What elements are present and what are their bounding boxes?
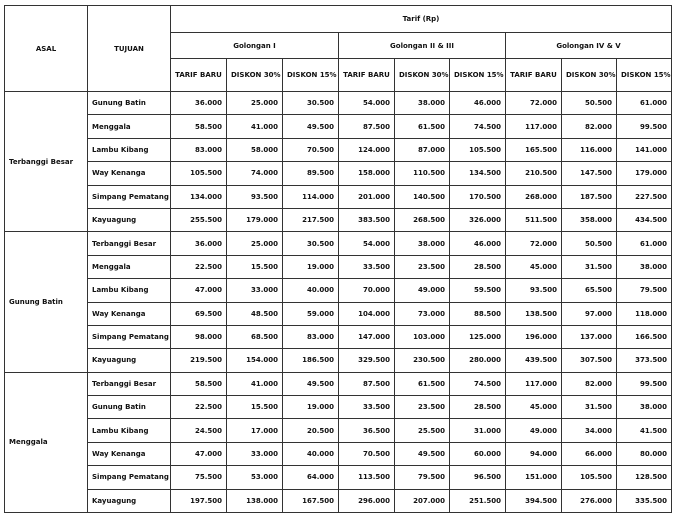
tariff-value-cell: 45.000	[506, 396, 562, 419]
tariff-value-cell: 33.500	[339, 396, 395, 419]
tariff-value-cell: 74.000	[227, 162, 283, 185]
tariff-value-cell: 217.500	[283, 208, 339, 231]
tariff-value-cell: 87.000	[395, 138, 450, 161]
tariff-value-cell: 394.500	[506, 489, 562, 512]
tariff-value-cell: 227.500	[617, 185, 672, 208]
tariff-value-cell: 34.000	[562, 419, 617, 442]
tariff-value-cell: 79.500	[617, 279, 672, 302]
tariff-value-cell: 210.500	[506, 162, 562, 185]
tariff-value-cell: 196.000	[506, 325, 562, 348]
tariff-value-cell: 96.500	[450, 466, 506, 489]
tariff-value-cell: 23.500	[395, 396, 450, 419]
table-row	[5, 255, 672, 278]
tariff-value-cell: 69.500	[171, 302, 227, 325]
tariff-value-cell: 117.000	[506, 372, 562, 395]
tariff-value-cell: 147.500	[562, 162, 617, 185]
table-row	[5, 185, 672, 208]
tariff-value-cell: 83.000	[171, 138, 227, 161]
tariff-value-cell: 335.500	[617, 489, 672, 512]
tariff-value-cell: 28.500	[450, 396, 506, 419]
tariff-value-cell: 38.000	[617, 396, 672, 419]
tariff-value-cell: 31.500	[562, 255, 617, 278]
tariff-value-cell: 94.000	[506, 442, 562, 465]
tariff-value-cell: 31.000	[450, 419, 506, 442]
tariff-value-cell: 59.500	[450, 279, 506, 302]
subheader-tarif-baru: TARIF BARU	[339, 59, 395, 92]
tariff-value-cell: 72.000	[506, 232, 562, 255]
destination-cell: Kayuagung	[88, 208, 171, 231]
tariff-value-cell: 25.000	[227, 92, 283, 115]
tariff-value-cell: 25.000	[227, 232, 283, 255]
tariff-value-cell: 511.500	[506, 208, 562, 231]
tariff-value-cell: 230.500	[395, 349, 450, 372]
tariff-value-cell: 45.000	[506, 255, 562, 278]
tariff-value-cell: 329.500	[339, 349, 395, 372]
tariff-value-cell: 49.000	[395, 279, 450, 302]
tariff-value-cell: 22.500	[171, 396, 227, 419]
tariff-value-cell: 61.000	[617, 232, 672, 255]
tariff-value-cell: 15.500	[227, 255, 283, 278]
tariff-value-cell: 41.500	[617, 419, 672, 442]
tariff-value-cell: 49.500	[283, 115, 339, 138]
table-row	[5, 302, 672, 325]
destination-cell: Simpang Pematang	[88, 185, 171, 208]
destination-cell: Gunung Batin	[88, 396, 171, 419]
tariff-value-cell: 79.500	[395, 466, 450, 489]
tariff-value-cell: 28.500	[450, 255, 506, 278]
tariff-value-cell: 276.000	[562, 489, 617, 512]
subheader-diskon-15: DISKON 15%	[617, 59, 672, 92]
table-row	[5, 442, 672, 465]
tariff-value-cell: 307.500	[562, 349, 617, 372]
tariff-value-cell: 154.000	[227, 349, 283, 372]
tariff-value-cell: 128.500	[617, 466, 672, 489]
tariff-value-cell: 15.500	[227, 396, 283, 419]
tariff-value-cell: 61.000	[617, 92, 672, 115]
origin-cell: Terbanggi Besar	[5, 92, 88, 232]
destination-cell: Kayuagung	[88, 349, 171, 372]
tariff-value-cell: 30.500	[283, 92, 339, 115]
tariff-value-cell: 50.500	[562, 232, 617, 255]
tariff-value-cell: 19.000	[283, 396, 339, 419]
origin-cell: Gunung Batin	[5, 232, 88, 372]
header-golongan-2-3: Golongan II & III	[339, 33, 506, 59]
tariff-value-cell: 73.000	[395, 302, 450, 325]
tariff-value-cell: 65.500	[562, 279, 617, 302]
table-row	[5, 162, 672, 185]
origin-cell: Menggala	[5, 372, 88, 512]
tariff-value-cell: 36.500	[339, 419, 395, 442]
destination-cell: Terbanggi Besar	[88, 372, 171, 395]
tariff-value-cell: 46.000	[450, 92, 506, 115]
tariff-value-cell: 219.500	[171, 349, 227, 372]
tariff-value-cell: 93.500	[506, 279, 562, 302]
tariff-value-cell: 439.500	[506, 349, 562, 372]
tariff-value-cell: 33.500	[339, 255, 395, 278]
destination-cell: Lambu Kibang	[88, 279, 171, 302]
tariff-value-cell: 58.000	[227, 138, 283, 161]
table-row	[5, 232, 672, 255]
destination-cell: Menggala	[88, 255, 171, 278]
tariff-value-cell: 197.500	[171, 489, 227, 512]
subheader-diskon-30: DISKON 30%	[227, 59, 283, 92]
tariff-value-cell: 138.500	[506, 302, 562, 325]
tariff-value-cell: 70.000	[339, 279, 395, 302]
tariff-value-cell: 110.500	[395, 162, 450, 185]
tariff-value-cell: 20.500	[283, 419, 339, 442]
tariff-value-cell: 118.000	[617, 302, 672, 325]
tariff-table	[4, 5, 672, 513]
tariff-value-cell: 41.000	[227, 115, 283, 138]
tariff-value-cell: 41.000	[227, 372, 283, 395]
tariff-table-body	[5, 92, 672, 513]
tariff-value-cell: 17.000	[227, 419, 283, 442]
tariff-value-cell: 83.000	[283, 325, 339, 348]
tariff-value-cell: 60.000	[450, 442, 506, 465]
tariff-value-cell: 38.000	[395, 232, 450, 255]
tariff-value-cell: 165.500	[506, 138, 562, 161]
tariff-value-cell: 33.000	[227, 279, 283, 302]
tariff-value-cell: 53.000	[227, 466, 283, 489]
table-row	[5, 466, 672, 489]
table-row	[5, 419, 672, 442]
tariff-value-cell: 54.000	[339, 232, 395, 255]
tariff-value-cell: 61.500	[395, 372, 450, 395]
tariff-value-cell: 138.000	[227, 489, 283, 512]
tariff-value-cell: 104.000	[339, 302, 395, 325]
tariff-value-cell: 36.000	[171, 232, 227, 255]
tariff-value-cell: 358.000	[562, 208, 617, 231]
tariff-value-cell: 87.500	[339, 372, 395, 395]
destination-cell: Lambu Kibang	[88, 138, 171, 161]
table-row	[5, 115, 672, 138]
tariff-value-cell: 93.500	[227, 185, 283, 208]
tariff-value-cell: 268.500	[395, 208, 450, 231]
tariff-value-cell: 82.000	[562, 115, 617, 138]
header-tujuan: TUJUAN	[88, 6, 171, 92]
tariff-value-cell: 61.500	[395, 115, 450, 138]
tariff-value-cell: 179.000	[617, 162, 672, 185]
subheader-diskon-15: DISKON 15%	[283, 59, 339, 92]
tariff-value-cell: 134.000	[171, 185, 227, 208]
tariff-value-cell: 74.500	[450, 372, 506, 395]
tariff-value-cell: 59.000	[283, 302, 339, 325]
table-row	[5, 138, 672, 161]
destination-cell: Simpang Pematang	[88, 466, 171, 489]
tariff-value-cell: 141.000	[617, 138, 672, 161]
tariff-value-cell: 147.000	[339, 325, 395, 348]
tariff-value-cell: 75.500	[171, 466, 227, 489]
destination-cell: Kayuagung	[88, 489, 171, 512]
subheader-diskon-30: DISKON 30%	[562, 59, 617, 92]
subheader-tarif-baru: TARIF BARU	[506, 59, 562, 92]
tariff-value-cell: 117.000	[506, 115, 562, 138]
tariff-value-cell: 103.000	[395, 325, 450, 348]
tariff-value-cell: 74.500	[450, 115, 506, 138]
tariff-value-cell: 38.000	[617, 255, 672, 278]
tariff-value-cell: 255.500	[171, 208, 227, 231]
tariff-value-cell: 54.000	[339, 92, 395, 115]
destination-cell: Simpang Pematang	[88, 325, 171, 348]
destination-cell: Way Kenanga	[88, 162, 171, 185]
tariff-value-cell: 30.500	[283, 232, 339, 255]
subheader-diskon-15: DISKON 15%	[450, 59, 506, 92]
destination-cell: Gunung Batin	[88, 92, 171, 115]
header-tarif: Tarif (Rp)	[171, 6, 672, 33]
tariff-value-cell: 25.500	[395, 419, 450, 442]
tariff-value-cell: 251.500	[450, 489, 506, 512]
tariff-value-cell: 72.000	[506, 92, 562, 115]
tariff-value-cell: 68.500	[227, 325, 283, 348]
tariff-value-cell: 24.500	[171, 419, 227, 442]
tariff-value-cell: 125.000	[450, 325, 506, 348]
table-row	[5, 208, 672, 231]
tariff-value-cell: 89.500	[283, 162, 339, 185]
table-row	[5, 489, 672, 512]
tariff-value-cell: 151.000	[506, 466, 562, 489]
tariff-value-cell: 98.000	[171, 325, 227, 348]
tariff-value-cell: 70.500	[283, 138, 339, 161]
table-row	[5, 349, 672, 372]
tariff-value-cell: 82.000	[562, 372, 617, 395]
tariff-value-cell: 22.500	[171, 255, 227, 278]
tariff-value-cell: 326.000	[450, 208, 506, 231]
table-row	[5, 372, 672, 395]
tariff-value-cell: 64.000	[283, 466, 339, 489]
tariff-value-cell: 158.000	[339, 162, 395, 185]
tariff-value-cell: 80.000	[617, 442, 672, 465]
tariff-value-cell: 434.500	[617, 208, 672, 231]
tariff-value-cell: 268.000	[506, 185, 562, 208]
tariff-value-cell: 48.500	[227, 302, 283, 325]
table-row	[5, 325, 672, 348]
tariff-value-cell: 179.000	[227, 208, 283, 231]
tariff-value-cell: 31.500	[562, 396, 617, 419]
tariff-value-cell: 99.500	[617, 372, 672, 395]
destination-cell: Way Kenanga	[88, 442, 171, 465]
tariff-value-cell: 97.000	[562, 302, 617, 325]
tariff-value-cell: 88.500	[450, 302, 506, 325]
tariff-value-cell: 99.500	[617, 115, 672, 138]
tariff-value-cell: 383.500	[339, 208, 395, 231]
destination-cell: Terbanggi Besar	[88, 232, 171, 255]
header-golongan-1: Golongan I	[171, 33, 339, 59]
tariff-value-cell: 58.500	[171, 372, 227, 395]
tariff-value-cell: 373.500	[617, 349, 672, 372]
tariff-value-cell: 23.500	[395, 255, 450, 278]
subheader-tarif-baru: TARIF BARU	[171, 59, 227, 92]
tariff-value-cell: 187.500	[562, 185, 617, 208]
tariff-value-cell: 201.000	[339, 185, 395, 208]
tariff-value-cell: 49.500	[283, 372, 339, 395]
destination-cell: Way Kenanga	[88, 302, 171, 325]
tariff-value-cell: 70.500	[339, 442, 395, 465]
tariff-value-cell: 105.500	[562, 466, 617, 489]
tariff-value-cell: 105.500	[171, 162, 227, 185]
tariff-value-cell: 296.000	[339, 489, 395, 512]
destination-cell: Lambu Kibang	[88, 419, 171, 442]
table-row	[5, 396, 672, 419]
tariff-value-cell: 167.500	[283, 489, 339, 512]
tariff-value-cell: 50.500	[562, 92, 617, 115]
tariff-value-cell: 186.500	[283, 349, 339, 372]
tariff-value-cell: 49.000	[506, 419, 562, 442]
header-asal: ASAL	[5, 6, 88, 92]
tariff-value-cell: 113.500	[339, 466, 395, 489]
tariff-value-cell: 47.000	[171, 279, 227, 302]
tariff-value-cell: 124.000	[339, 138, 395, 161]
tariff-value-cell: 166.500	[617, 325, 672, 348]
tariff-value-cell: 58.500	[171, 115, 227, 138]
table-row	[5, 92, 672, 115]
tariff-value-cell: 207.000	[395, 489, 450, 512]
tariff-value-cell: 134.500	[450, 162, 506, 185]
tariff-value-cell: 38.000	[395, 92, 450, 115]
tariff-value-cell: 170.500	[450, 185, 506, 208]
tariff-value-cell: 114.000	[283, 185, 339, 208]
header-golongan-4-5: Golongan IV & V	[506, 33, 672, 59]
table-row	[5, 279, 672, 302]
tariff-value-cell: 140.500	[395, 185, 450, 208]
tariff-value-cell: 137.000	[562, 325, 617, 348]
tariff-value-cell: 46.000	[450, 232, 506, 255]
tariff-value-cell: 49.500	[395, 442, 450, 465]
destination-cell: Menggala	[88, 115, 171, 138]
tariff-value-cell: 66.000	[562, 442, 617, 465]
tariff-value-cell: 116.000	[562, 138, 617, 161]
tariff-value-cell: 280.000	[450, 349, 506, 372]
subheader-diskon-30: DISKON 30%	[395, 59, 450, 92]
tariff-value-cell: 87.500	[339, 115, 395, 138]
tariff-value-cell: 47.000	[171, 442, 227, 465]
tariff-value-cell: 33.000	[227, 442, 283, 465]
tariff-value-cell: 19.000	[283, 255, 339, 278]
tariff-value-cell: 40.000	[283, 442, 339, 465]
tariff-value-cell: 36.000	[171, 92, 227, 115]
tariff-value-cell: 40.000	[283, 279, 339, 302]
tariff-value-cell: 105.500	[450, 138, 506, 161]
